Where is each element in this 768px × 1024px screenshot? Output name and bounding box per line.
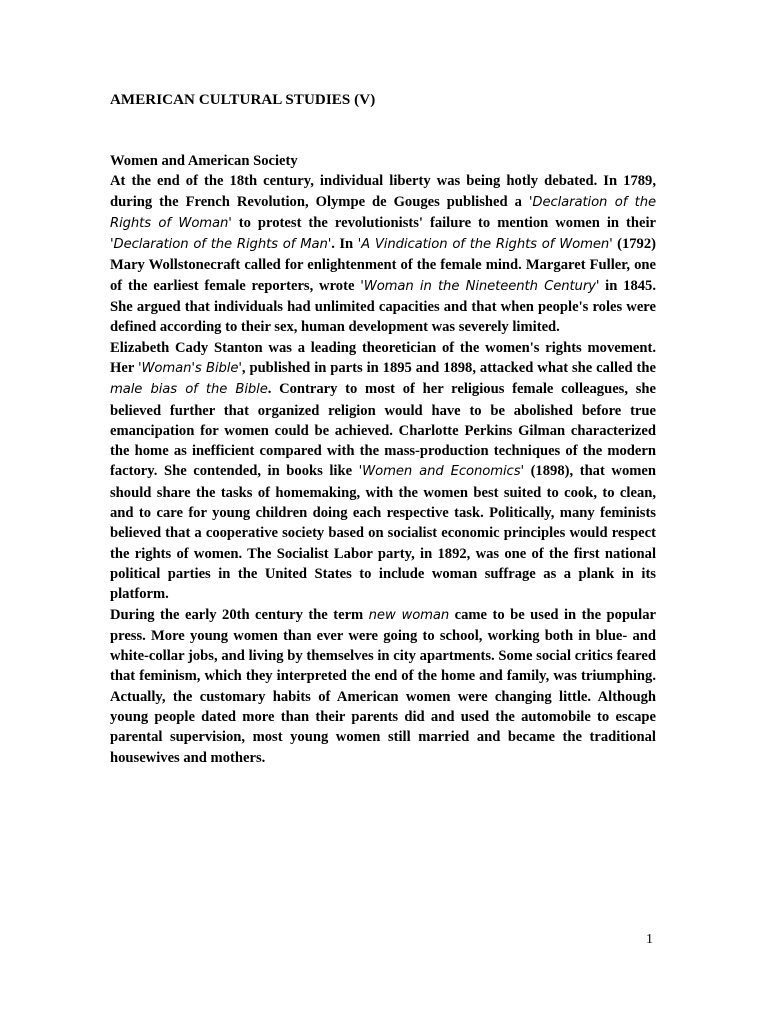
- work-title-vindication: 'A Vindication of the Rights of Women': [357, 237, 613, 253]
- paragraph-3: [110, 605, 656, 768]
- text-segment: (1792) Mary Wollstonecraft called for enlightenment of the female mind. Margaret Fuller, one of the earliest female reporters, wrote: [110, 236, 656, 294]
- text-segment: came to be used in the popular press. More young women than ever were going to school, working both in blue- and white-collar jobs, and living by themselves in city apartments. Some social critics feared that feminism, which they interpreted the end of the home and family, was triumphing. Actually, the customary habits of American women were changing little. Although young people dated more than their parents did and used the automobile to escape parental supervision, most young women still married and became the traditional housewives and mothers.: [110, 606, 657, 766]
- text-segment: in 1845. She argued that individuals had unlimited capacities and that when people's roles were defined according to their sex, human development was severely limited.: [110, 277, 656, 336]
- document-body: [110, 151, 656, 768]
- text-segment: During the early 20th century the term: [110, 606, 369, 623]
- text-segment: (1898), that women should share the tasks of homemaking, with the women best suited to cook, to clean, and to care for young children doing each respective task. Politically, many feminists believed that a cooperative society based on socialist economic principles would respect the rights of women. The Socialist Labor party, in 1892, was one of the first national political parties in the United States to include woman suffrage as a plank in its platform.: [110, 463, 656, 603]
- section-heading: Women and American Society: [110, 153, 298, 169]
- work-title-womans-bible: 'Woman's Bible': [137, 360, 242, 376]
- text-segment: At the end of the 18th century, individual liberty was being hotly debated. In 1789, during the French Revolution, Olympe de Gouges published a: [110, 173, 656, 210]
- text-segment: Elizabeth Cady Stanton was a leading theoretician of the women's rights movement. Her: [110, 339, 656, 376]
- paragraph-1: [110, 171, 656, 337]
- document-title: AMERICAN CULTURAL STUDIES (V): [110, 92, 376, 108]
- page-number: 1: [646, 932, 653, 947]
- emphasis-male-bias: male bias of the Bible: [110, 382, 268, 398]
- text-segment: . Contrary to most of her religious female colleagues, she believed further that organized religion would have to be abolished before true emancipation for women could be achieved. Charlotte Perkins Gilman characterized the home as inefficient compared with the mass-production techniques of the modern factory. She contended, in books like: [110, 381, 656, 480]
- work-title-declaration-man: 'Declaration of the Rights of Man': [110, 237, 332, 253]
- text-segment: . In: [331, 236, 358, 253]
- text-segment: , published in parts in 1895 and 1898, attacked what she called the: [241, 359, 656, 376]
- emphasis-new-woman: new woman: [368, 607, 450, 623]
- work-title-nineteenth-century: 'Woman in the Nineteenth Century': [360, 278, 600, 294]
- text-segment: to protest the revolutionists' failure to mention women in their: [231, 214, 656, 231]
- work-title-declaration-woman: 'Declaration of the Rights of Woman': [110, 194, 656, 231]
- work-title-women-economics: 'Women and Economics': [358, 464, 524, 480]
- paragraph-2: [110, 338, 656, 605]
